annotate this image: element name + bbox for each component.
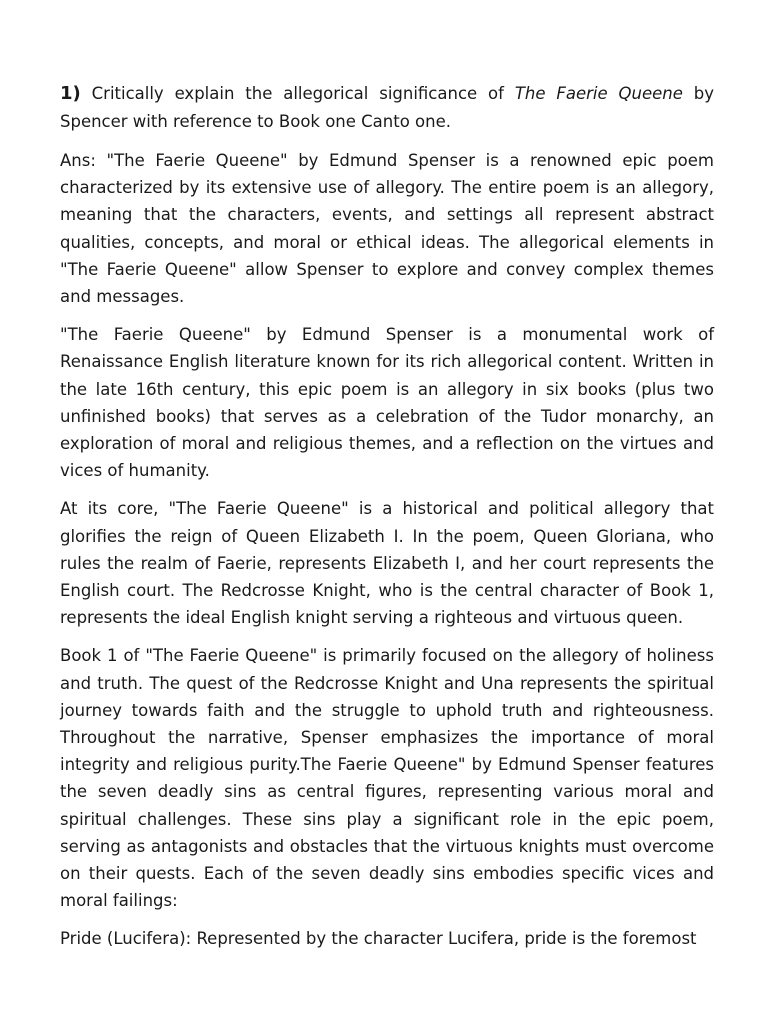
answer-paragraph-4: Book 1 of "The Faerie Queene" is primarily focused on the allegory of holiness and truth. The quest of the Redcrosse Knight and Una represents the spiritual journey towards faith and the struggle to uphold truth and righteousness. Throughout the narrative, Spenser emphasizes the importance of moral integrity and religious purity.The Faerie Queene" by Edmund Spenser features the seven deadly sins as central figures, representing various moral and spiritual challenges. These sins play a significant role in the epic poem, serving as antagonists and obstacles that the virtuous knights must overcome on their quests. Each of the seven deadly sins embodies specific vices and moral failings: (60, 646, 714, 911)
answer-paragraph-1-text: "The Faerie Queene" by Edmund Spenser is a renowned epic poem characterized by its extensive use of allegory. The entire poem is an allegory, meaning that the characters, events, and settings all represent abstract qualities, concepts, and moral or ethical ideas. The allegorical elements in "The Faerie Queene" allow Spenser to explore and convey complex themes and messages. (60, 151, 714, 307)
answer-label: Ans: (60, 151, 96, 170)
answer-paragraph-3: At its core, "The Faerie Queene" is a historical and political allegory that glorifies the reign of Queen Elizabeth I. In the poem, Queen Gloriana, who rules the realm of Faerie, represents Elizabeth I, and her court represents the English court. The Redcrosse Knight, who is the central character of Book 1, represents the ideal English knight serving a righteous and virtuous queen. (60, 499, 714, 628)
question-heading (60, 80, 714, 136)
question-text-before: Critically explain the allegorical significance of (80, 84, 515, 103)
answer-paragraph-2: "The Faerie Queene" by Edmund Spenser is a monumental work of Renaissance English literature known for its rich allegorical content. Written in the late 16th century, this epic poem is an allegory in six books (plus two unfinished books) that serves as a celebration of the Tudor monarchy, an exploration of moral and religious themes, and a reflection on the virtues and vices of humanity. (60, 325, 714, 481)
answer-paragraph-1 (60, 147, 714, 310)
question-number: 1) (60, 83, 81, 104)
question-text-after: by Spencer with reference to Book one Canto one. (60, 84, 714, 131)
question-work-title: The Faerie Queene (514, 84, 683, 103)
document-page (60, 80, 714, 964)
answer-paragraph-5: Pride (Lucifera): Represented by the character Lucifera, pride is the foremost (60, 929, 697, 949)
